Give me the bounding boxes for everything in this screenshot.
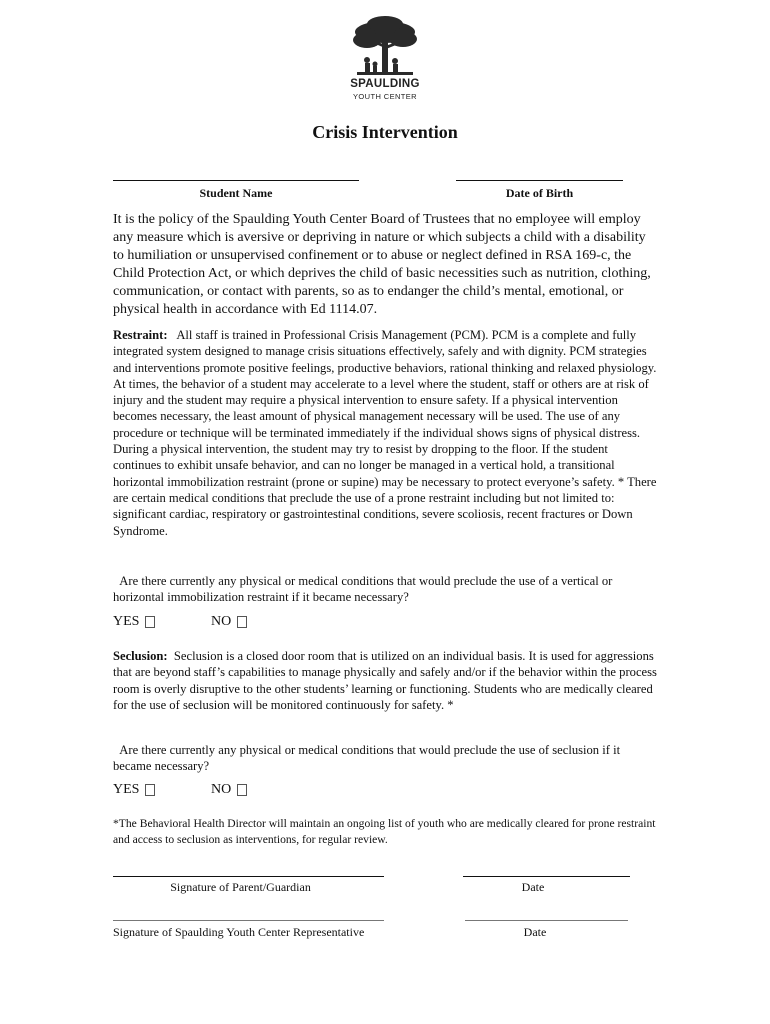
seclusion-text: Seclusion is a closed door room that is utilized on an individual basis. It is used for aggressions that are beyond staff’s capabilities to manage physically and safely and/or if the behavior within the process room is overly disruptive to the other students’ learning or functioning. Students who are medically cleared for the use of seclusion will be monitored continuously for safety. * [113,649,657,712]
logo-name: SPAULDING [350,78,420,90]
seclusion-question-text: Are there currently any physical or medical conditions that would preclude the use of seclusion if it became necessary? [113,743,621,774]
footnote: *The Behavioral Health Director will maintain an ongoing list of youth who are medically cleared for prone restraint and access to seclusion as interventions, for regular review. [113,817,656,846]
restraint-yes-option[interactable] [113,614,155,630]
parent-signature-line[interactable] [113,876,384,877]
restraint-no-checkbox[interactable] [237,616,247,628]
restraint-heading: Restraint: [113,328,168,342]
policy-paragraph: It is the policy of the Spaulding Youth Center Board of Trustees that no employee will employ any measure which is aversive or depriving in nature or which subjects a child with a disability to humiliation or unsupervised confinement or to abuse or neglect defined in RSA 169-c, the Child Protection Act, or which deprives the child of basic necessities such as nutrition, clothing, communication, or contact with parents, so as to endanger the child’s mental, emotional, or physical health in accordance with Ed 1114.07. [113,212,651,317]
restraint-no-option[interactable] [211,614,247,630]
representative-date-label: Date [523,925,547,939]
restraint-no-label: NO [211,614,232,629]
seclusion-yes-checkbox[interactable] [145,784,155,796]
seclusion-heading: Seclusion: [113,649,168,663]
date-of-birth-line[interactable] [456,180,623,181]
parent-date-line[interactable] [463,876,630,877]
representative-signature-line[interactable] [113,920,384,921]
representative-date-line[interactable] [465,920,628,921]
seclusion-no-label: NO [211,782,232,797]
restraint-paragraph [113,327,658,539]
restraint-text: All staff is trained in Professional Crisis Management (PCM). PCM is a complete and fully integrated system designed to manage crisis situations effectively, safely and with dignity. PCM strategies and interventions promote positive feelings, productive behaviors, rational thinking and relaxed physiology. At times, the behavior of a student may accelerate to a level where the student, staff or others are at risk of injury and the student may require a physical intervention to ensure safety. If a physical intervention becomes necessary, the least amount of physical management necessary will be used. The use of any procedure or technique will be terminated immediately if the individual shows signs of physical distress. During a physical intervention, the student may try to resist by dropping to the floor. If the student continues to exhibit unsafe behavior, and can no longer be managed in a vertical hold, a transitional horizontal immobilization restraint (prone or supine) may be necessary to protect everyone’s safety. * There are certain medical conditions that preclude the use of a prone restraint including but not limited to: significant cardiac, respiratory or gastrointestinal conditions, severe scoliosis, recent fractures or Down Syndrome. [113,328,657,538]
seclusion-no-option[interactable] [211,782,247,798]
restraint-question-text: Are there currently any physical or medical conditions that would preclude the use of a vertical or horizontal immobilization restraint if it became necessary? [113,574,613,605]
representative-signature-label: Signature of Spaulding Youth Center Representative [113,925,365,939]
logo-subtitle: YOUTH CENTER [353,92,417,101]
student-name-label: Student Name [199,186,273,200]
page-title: Crisis Intervention [312,122,458,142]
seclusion-paragraph [113,648,658,713]
seclusion-no-checkbox[interactable] [237,784,247,796]
tree-logo-icon [345,14,425,104]
restraint-yes-label: YES [113,614,140,629]
date-of-birth-label: Date of Birth [505,186,574,200]
restraint-yes-checkbox[interactable] [145,616,155,628]
parent-date-label: Date [521,880,545,894]
seclusion-yes-option[interactable] [113,782,155,798]
seclusion-yes-label: YES [113,782,140,797]
seclusion-question [113,742,658,775]
student-name-line[interactable] [113,180,359,181]
restraint-question [113,573,658,606]
parent-signature-label: Signature of Parent/Guardian [170,880,311,894]
